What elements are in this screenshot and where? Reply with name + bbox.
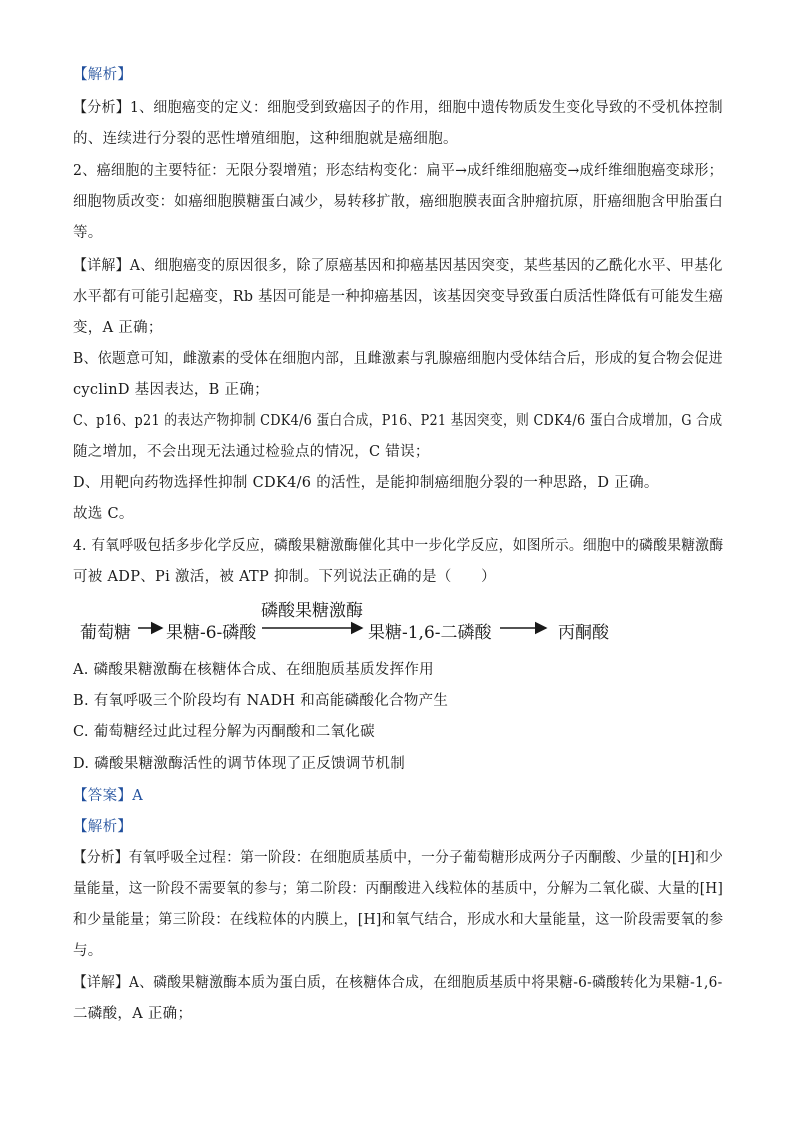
text-line: 【分析】有氧呼吸全过程：第一阶段：在细胞质基质中，一分子葡萄糖形成两分子丙酮酸、少量的[H]和少 [73, 850, 724, 866]
text-line: 等。 [73, 225, 103, 241]
f16bp-label: 果糖-1,6-二磷酸 [368, 623, 492, 643]
glycolysis-pathway-diagram [80, 600, 640, 643]
text-line: C、p16、p21 的表达产物抑制 CDK4/6 蛋白合成，P16、P21 基因突变，则 CDK4/6 蛋白合成增加，G 合成 [73, 413, 723, 429]
text-line: 【详解】A、磷酸果糖激酶本质为蛋白质，在核糖体合成，在细胞质基质中将果糖-6-磷酸转化为果糖-1,6- [73, 975, 723, 991]
f6p-label: 果糖-6-磷酸 [166, 623, 257, 643]
text-line: 故选 C。 [73, 506, 134, 522]
option-c: C. 葡萄糖经过此过程分解为丙酮酸和二氧化碳 [73, 724, 375, 740]
text-line: 【分析】1、细胞癌变的定义：细胞受到致癌因子的作用，细胞中遗传物质发生变化导致的不受机体控制 [73, 100, 723, 116]
text-line: 和少量能量；第三阶段：在线粒体的内膜上，[H]和氧气结合，形成水和大量能量，这一阶段需要氧的参 [73, 912, 724, 928]
pyruvate-label: 丙酮酸 [558, 623, 609, 643]
text-line: 水平都有可能引起癌变，Rb 基因可能是一种抑癌基因，该基因突变导致蛋白质活性降低有可能发生癌 [73, 289, 724, 305]
text-line: cyclinD 基因表达，B 正确； [73, 382, 269, 398]
option-b: B. 有氧呼吸三个阶段均有 NADH 和高能磷酸化合物产生 [73, 693, 449, 709]
text-line: D、用靶向药物选择性抑制 CDK4/6 的活性，是能抑制癌细胞分裂的一种思路，D 正确。 [73, 475, 659, 491]
section-tag-analysis: 【解析】 [73, 67, 133, 83]
text-line: 与。 [73, 943, 103, 959]
text-line: 二磷酸，A 正确； [73, 1006, 193, 1022]
enzyme-label: 磷酸果糖激酶 [261, 601, 363, 621]
text-line: B、依题意可知，雌激素的受体在细胞内部，且雌激素与乳腺癌细胞内受体结合后，形成的复合物会促进 [73, 351, 723, 367]
option-d: D. 磷酸果糖激酶活性的调节体现了正反馈调节机制 [73, 756, 406, 772]
section-tag-analysis: 【解析】 [73, 819, 133, 835]
text-line: 【详解】A、细胞癌变的原因很多，除了原癌基因和抑癌基因基因突变，某些基因的乙酰化水平、甲基化 [73, 258, 723, 274]
text-line: 的、连续进行分裂的恶性增殖细胞，这种细胞就是癌细胞。 [73, 131, 458, 147]
text-line: 变，A 正确； [73, 320, 163, 336]
question-stem: 可被 ADP、Pi 激活，被 ATP 抑制。下列说法正确的是（ ） [73, 569, 496, 585]
text-line: 细胞物质改变：如癌细胞膜糖蛋白减少，易转移扩散，癌细胞膜表面含肿瘤抗原，肝癌细胞含甲胎蛋白 [73, 194, 724, 210]
text-line: 量能量，这一阶段不需要氧的参与；第二阶段：丙酮酸进入线粒体的基质中，分解为二氧化碳、大量的[H] [73, 881, 724, 897]
glucose-label: 葡萄糖 [80, 623, 131, 643]
answer-line: 【答案】A [73, 788, 143, 804]
text-line: 随之增加，不会出现无法通过检验点的情况，C 错误； [73, 444, 430, 460]
question-stem: 4. 有氧呼吸包括多步化学反应，磷酸果糖激酶催化其中一步化学反应，如图所示。细胞中的磷酸果糖激酶 [73, 538, 724, 554]
text-line: 2、癌细胞的主要特征：无限分裂增殖；形态结构变化：扁平→成纤维细胞癌变→成纤维细胞癌变球形； [73, 163, 724, 179]
option-a: A. 磷酸果糖激酶在核糖体合成、在细胞质基质发挥作用 [73, 662, 434, 678]
